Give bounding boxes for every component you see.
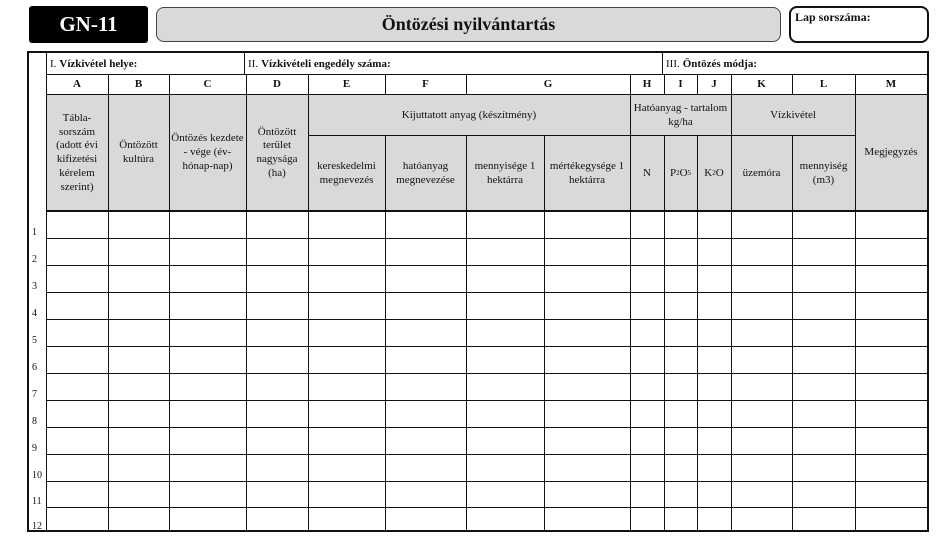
row-number: 8: [32, 416, 37, 427]
column-letter-g: G: [543, 78, 553, 91]
grid-line: [46, 292, 927, 293]
formula-part: O: [679, 166, 688, 179]
section-label: Vízkivételi engedély száma:: [261, 58, 391, 70]
header-water-quantity: mennyiség (m3): [799, 159, 848, 186]
column-letter-e: E: [342, 78, 351, 91]
column-letter-c: C: [203, 78, 212, 91]
row-number: 11: [32, 496, 42, 507]
grid-line: [46, 74, 927, 75]
grid-line: [308, 135, 731, 136]
sheet-number-label: Lap sorszáma:: [795, 10, 871, 24]
column-letter-h: H: [642, 78, 652, 91]
grid-line: [855, 74, 856, 530]
column-letter-b: B: [134, 78, 143, 91]
header-trade-name: kereskedelmi megnevezés: [317, 159, 376, 186]
grid-line: [544, 135, 545, 530]
grid-line: [662, 53, 663, 74]
form-code: GN-11: [29, 6, 148, 43]
formula-part: O: [715, 166, 724, 179]
grid-line: [169, 74, 170, 530]
header-active-content: Hatóanyag - tartalom kg/ha: [633, 101, 728, 128]
grid-line: [630, 74, 631, 530]
grid-line: [731, 135, 855, 136]
header-irrigated-area: Öntözött terület nagysága (ha): [256, 125, 298, 179]
section-irrigation-method[interactable]: [662, 53, 931, 75]
header-water-intake: Vízkivétel: [770, 108, 816, 121]
section-label: Öntözés módja:: [682, 58, 757, 70]
grid-line: [246, 74, 247, 530]
grid-line: [385, 135, 386, 530]
header-quantity-per-ha: mennyisége 1 hektárra: [474, 159, 536, 186]
section-roman: II.: [248, 58, 259, 70]
column-letter-d: D: [273, 78, 281, 91]
header-potassium: [697, 136, 731, 211]
row-number: 2: [32, 254, 37, 265]
grid-line: [46, 507, 927, 508]
grid-line: [46, 210, 927, 212]
header-active-ingredient: hatóanyag megnevezése: [396, 159, 455, 186]
grid-line: [731, 74, 732, 530]
row-number: 7: [32, 389, 37, 400]
section-roman: I.: [50, 58, 57, 70]
grid-line: [46, 427, 927, 428]
grid-line: [46, 319, 927, 320]
grid-line: [108, 74, 109, 530]
grid-line: [792, 135, 793, 530]
grid-line: [792, 74, 793, 95]
grid-line: [46, 265, 927, 266]
grid-line: [664, 135, 665, 530]
grid-line: [697, 135, 698, 530]
row-number: 4: [32, 308, 37, 319]
header-nitrogen: N: [643, 166, 651, 179]
formula-part: P: [669, 166, 677, 179]
grid-line: [664, 74, 665, 95]
header-unit-per-ha: mértékegysége 1 hektárra: [549, 159, 625, 186]
grid-line: [46, 373, 927, 374]
grid-line: [244, 53, 245, 74]
grid-line: [46, 238, 927, 239]
column-letter-j: J: [711, 78, 717, 91]
header-irrigation-dates: Öntözés kezdete - vége (év-hónap-nap): [171, 132, 244, 172]
sheet-number-field[interactable]: [789, 6, 929, 43]
grid-line: [697, 74, 698, 95]
row-number: 5: [32, 335, 37, 346]
header-applied-material: Kijuttatott anyag (készítmény): [401, 108, 537, 121]
formula-sub: 2: [712, 169, 716, 178]
column-letter-f: F: [422, 78, 429, 91]
grid-line: [385, 74, 386, 95]
grid-line: [46, 94, 927, 95]
header-phosphorus: [664, 136, 697, 211]
header-remarks: Megjegyzés: [864, 146, 918, 159]
section-label: Vízkivétel helye:: [59, 58, 138, 70]
irrigation-register-table: [27, 51, 929, 532]
row-number: 3: [32, 281, 37, 292]
header-crop: Öntözött kultúra: [119, 139, 158, 165]
column-letter-m: M: [885, 78, 897, 91]
section-water-intake-location[interactable]: [46, 53, 248, 75]
formula-sub: 2: [676, 169, 680, 178]
row-number: 9: [32, 443, 37, 454]
formula-part: K: [704, 166, 713, 179]
row-number: 12: [32, 521, 42, 532]
header-operating-hours: üzemóra: [742, 166, 781, 179]
grid-line: [46, 481, 927, 482]
formula-sub: 5: [687, 169, 692, 178]
grid-line: [466, 74, 467, 95]
grid-line: [308, 74, 309, 530]
section-roman: III.: [666, 58, 680, 70]
row-number: 1: [32, 227, 37, 238]
grid-line: [466, 135, 467, 530]
column-letter-k: K: [757, 78, 766, 91]
column-letter-a: A: [73, 78, 81, 91]
grid-line: [46, 400, 927, 401]
section-permit-number[interactable]: [244, 53, 666, 75]
column-letter-l: L: [819, 78, 828, 91]
row-number: 6: [32, 362, 37, 373]
grid-line: [46, 454, 927, 455]
page-title: Öntözési nyilvántartás: [156, 7, 781, 42]
row-number: 10: [32, 470, 42, 481]
grid-line: [46, 53, 47, 530]
header-plot-number: Tábla-sorszám (adott évi kifizetési kérelem szerint): [56, 111, 98, 193]
column-letter-i: I: [678, 78, 683, 91]
grid-line: [46, 346, 927, 347]
